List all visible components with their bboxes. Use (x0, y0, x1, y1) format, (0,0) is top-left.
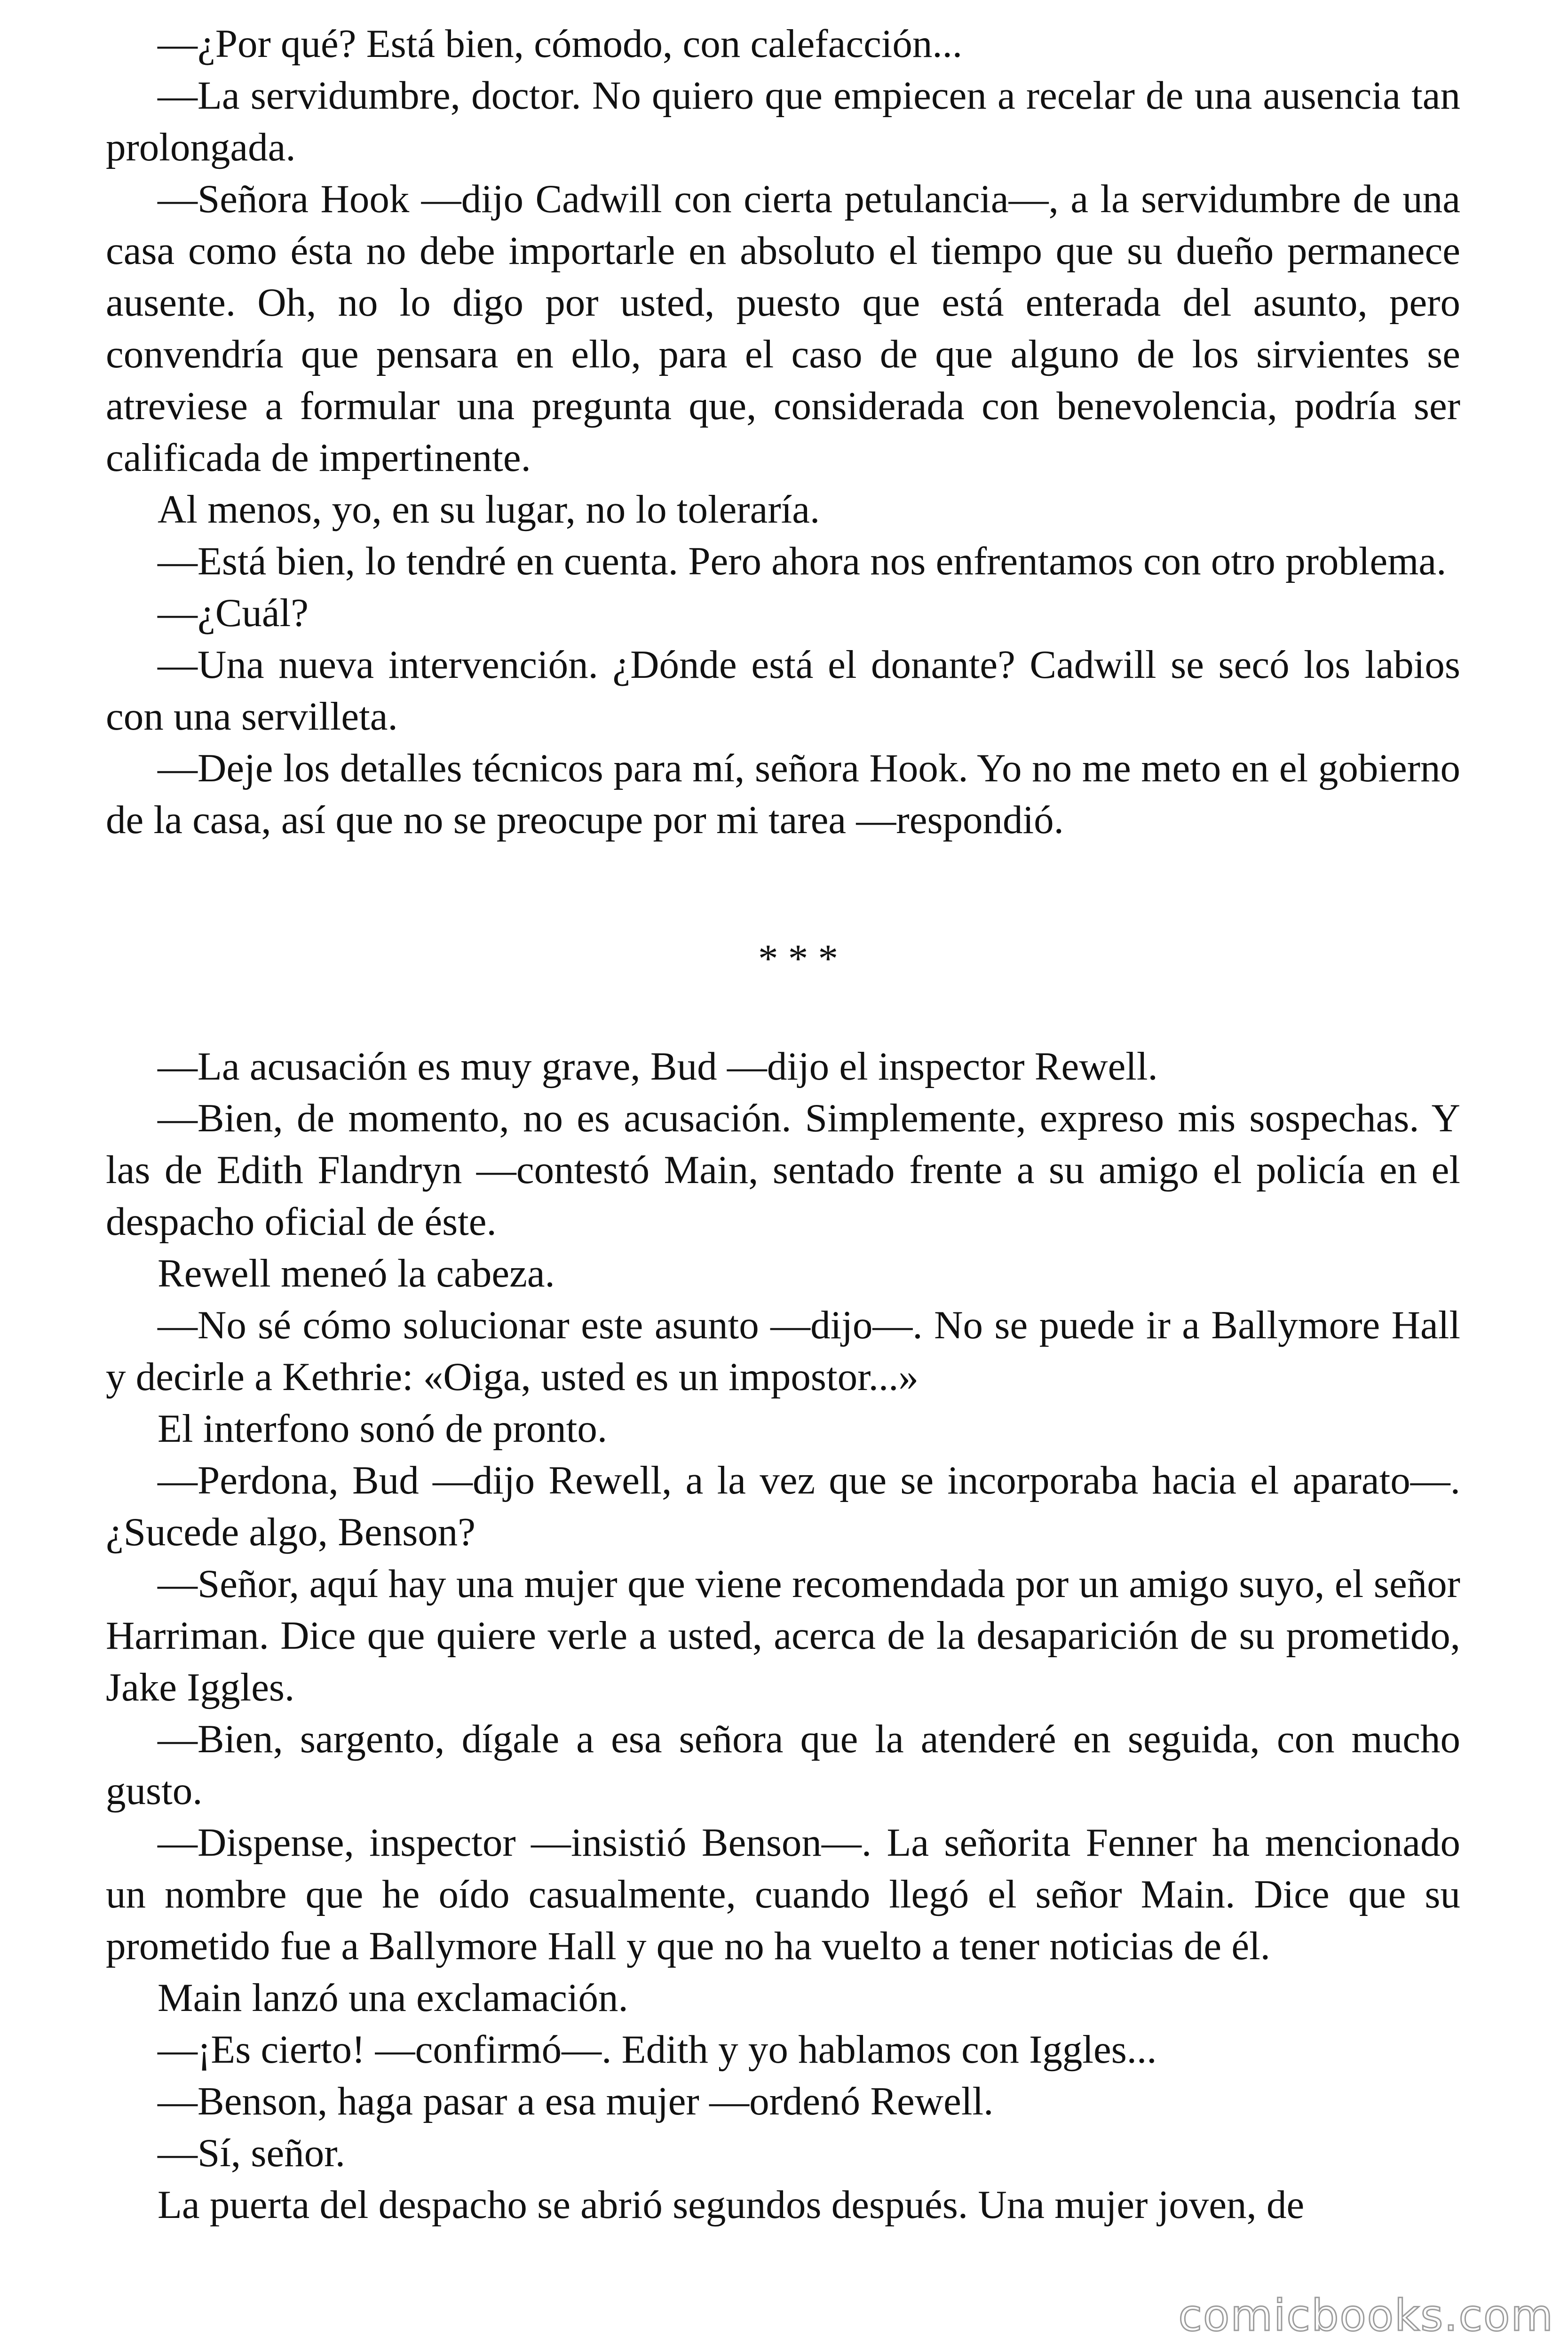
section-separator: * * * (758, 937, 838, 981)
paragraph: —Señor, aquí hay una mujer que viene recomendada por un amigo suyo, el señor Harriman. Dice que quiere verle a usted, acerca de la desaparición de su prometido, Jake Iggles. (106, 1562, 1460, 1709)
paragraph: —Benson, haga pasar a esa mujer —ordenó Rewell. (158, 2079, 994, 2123)
paragraph: —La acusación es muy grave, Bud —dijo el inspector Rewell. (158, 1044, 1158, 1089)
paragraph: Rewell meneó la cabeza. (158, 1251, 555, 1295)
paragraph: Main lanzó una exclamación. (158, 1976, 628, 2020)
paragraph: —Bien, de momento, no es acusación. Simplemente, expreso mis sospechas. Y las de Edith Flandryn —contestó Main, sentado frente a su amigo el policía en el despacho oficial de éste. (106, 1096, 1460, 1244)
text-section-bottom (106, 1041, 1460, 2231)
watermark: comicbooks.com (1178, 2290, 1554, 2341)
paragraph: La puerta del despacho se abrió segundos después. Una mujer joven, de (158, 2183, 1305, 2227)
paragraph: —Señora Hook —dijo Cadwill con cierta petulancia—, a la servidumbre de una casa como ésta no debe importarle en absoluto el tiempo que su dueño permanece ausente. Oh, no lo digo por usted, puesto que está enterada del asunto, pero convendría que pensara en ello, para el caso de que alguno de los sirvientes se atreviese a formular una pregunta que, considerada con benevolencia, podría ser calificada de impertinente. (106, 177, 1460, 480)
paragraph: —¿Cuál? (158, 591, 309, 635)
paragraph: Al menos, yo, en su lugar, no lo toleraría. (158, 487, 820, 532)
paragraph: —Una nueva intervención. ¿Dónde está el donante? Cadwill se secó los labios con una servilleta. (106, 643, 1460, 739)
paragraph: —Dispense, inspector —insistió Benson—. La señorita Fenner ha mencionado un nombre que he oído casualmente, cuando llegó el señor Main. Dice que su prometido fue a Ballymore Hall y que no ha vuelto a tener noticias de él. (106, 1820, 1460, 1968)
paragraph: —La servidumbre, doctor. No quiero que empiecen a recelar de una ausencia tan prolongada. (106, 73, 1460, 169)
paragraph: El interfono sonó de pronto. (158, 1406, 608, 1451)
paragraph: —Perdona, Bud —dijo Rewell, a la vez que se incorporaba hacia el aparato—. ¿Sucede algo, Benson? (106, 1458, 1460, 1554)
paragraph: —Está bien, lo tendré en cuenta. Pero ahora nos enfrentamos con otro problema. (158, 539, 1447, 583)
text-section-top (106, 18, 1460, 846)
paragraph: —Deje los detalles técnicos para mí, señora Hook. Yo no me meto en el gobierno de la casa, así que no se preocupe por mi tarea —respondió. (106, 746, 1460, 842)
paragraph: —Sí, señor. (158, 2131, 346, 2175)
paragraph: —Bien, sargento, dígale a esa señora que la atenderé en seguida, con mucho gusto. (106, 1717, 1460, 1813)
paragraph: —No sé cómo solucionar este asunto —dijo—. No se puede ir a Ballymore Hall y decirle a Kethrie: «Oiga, usted es un impostor...» (106, 1303, 1460, 1399)
paragraph: —¡Es cierto! —confirmó—. Edith y yo hablamos con Iggles... (158, 2027, 1157, 2072)
paragraph: —¿Por qué? Está bien, cómodo, con calefacción... (158, 22, 963, 66)
